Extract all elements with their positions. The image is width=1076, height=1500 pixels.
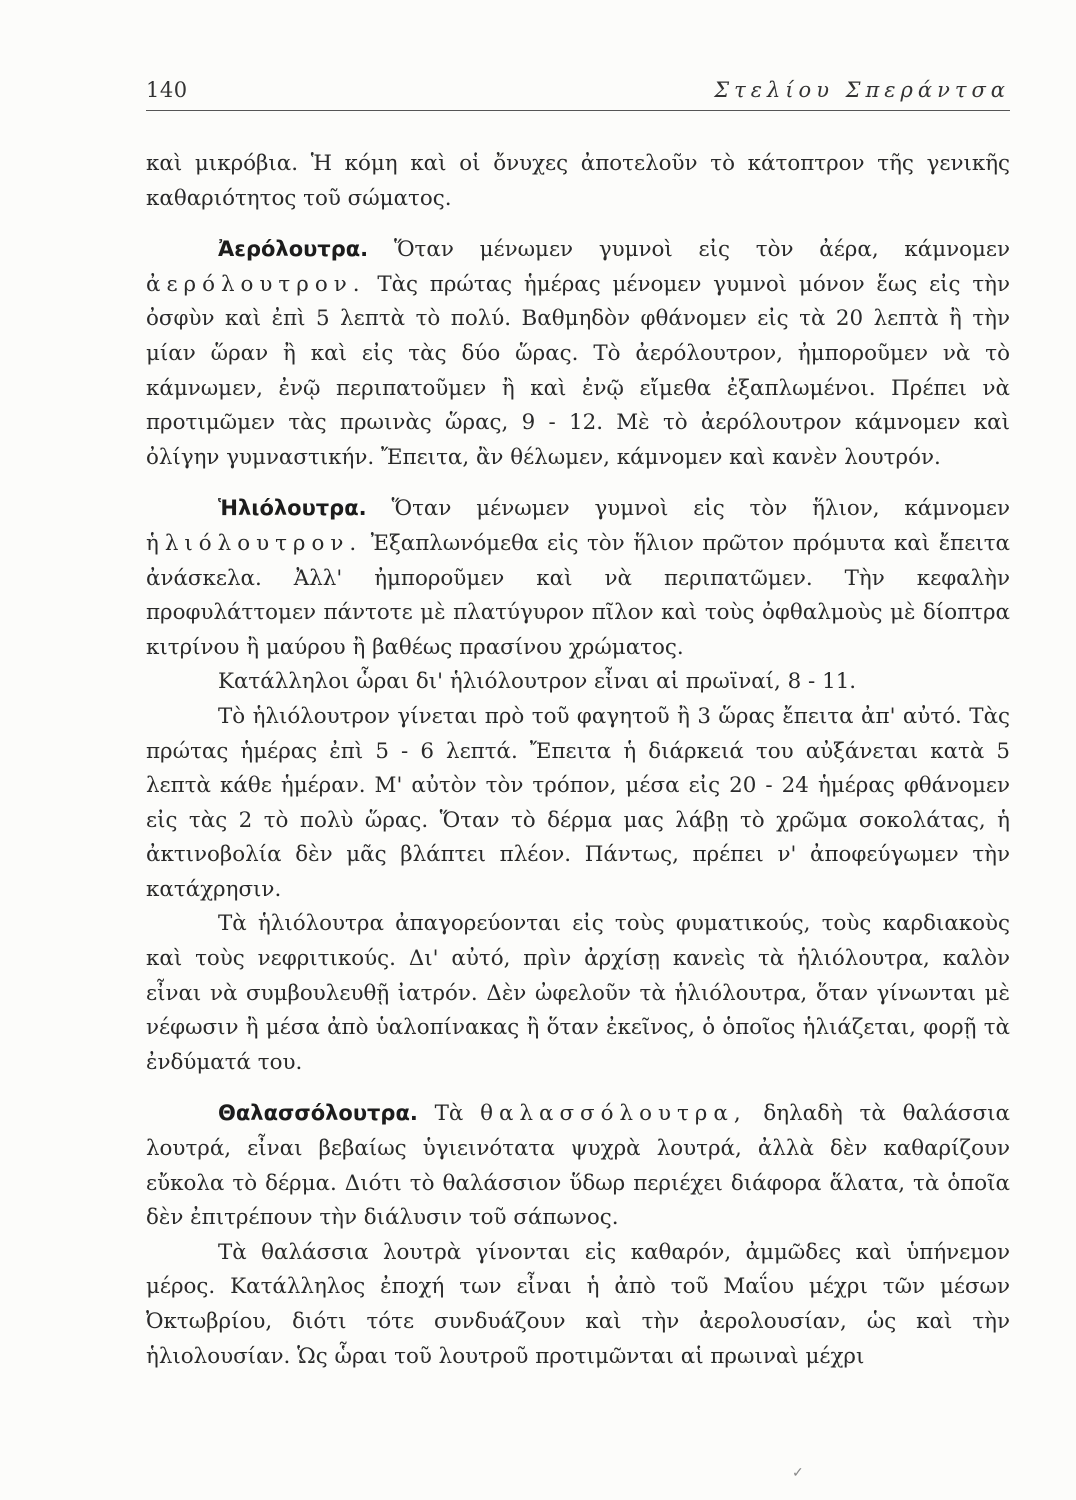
section-heading-sea-baths: Θαλασσόλουτρα. bbox=[218, 1101, 418, 1126]
paragraph-air-baths: Ἀερόλουτρα. Ὅταν μένωμεν γυμνοὶ εἰς τὸν ἀέρα, κάμνομεν ἀερόλουτρον. Τὰς πρώτας ἡμέρας μένομεν γυμνοὶ μόνον ἕως εἰς τὴν ὀσφὺν καὶ ἐπὶ 5 λεπτὰ τὸ πολύ. Βαθμηδὸν φθάνομεν εἰς τὰ 20 λεπτὰ ἢ τὴν μίαν ὥραν ἢ καὶ εἰς τὰς δύο ὥρας. Τὸ ἀερόλουτρον, ἠμποροῦμεν νὰ τὸ κάμνωμεν, ἐνῷ περιπατοῦμεν ἢ καὶ ἐνῷ εἴμεθα ἐξαπλωμένοι. Πρέπει νὰ προτιμῶμεν τὰς πρωινὰς ὥρας, 9 - 12. Μὲ τὸ ἀερόλουτρον κάμνομεν καὶ ὀλίγην γυμναστικήν. Ἔπειτα, ἂν θέλωμεν, κάμνομεν καὶ κανὲν λουτρόν. bbox=[146, 237, 1010, 470]
header-rule bbox=[146, 110, 1010, 111]
page-number: 140 bbox=[146, 78, 188, 102]
paragraph-sea-baths: Θαλασσόλουτρα. Τὰ θαλασσόλουτρα, δηλαδὴ τὰ θαλάσσια λουτρά, εἶναι βεβαίως ὑγιεινότατα ψυχρὰ λουτρά, ἀλλὰ δὲν καθαρίζουν εὔκολα τὸ δέρμα. Διότι τὸ θαλάσσιον ὕδωρ περιέχει διάφορα ἅλατα, τὰ ὁποῖα δὲν ἐπιτρέπουν τὴν διάλυσιν τοῦ σάπωνος. bbox=[146, 1101, 1010, 1231]
term-sun-bath: ἡλιόλουτρον. bbox=[146, 530, 363, 556]
running-head: Στελίου Σπεράντσα bbox=[714, 78, 1010, 102]
paragraph-sun-hours: Κατάλληλοι ὧραι δι' ἡλιόλουτρον εἶναι αἱ πρωϊναί, 8 - 11. bbox=[218, 669, 857, 695]
paragraph-sea-season: Τὰ θαλάσσια λουτρὰ γίνονται εἰς καθαρόν, ἀμμῶδες καὶ ὑπήνεμον μέρος. Κατάλληλος ἐποχή των εἶναι ἡ ἀπὸ τοῦ Μαΐου μέχρι τῶν μέσων Ὀκτωβρίου, διότι τότε συνδυάζουν καὶ τὴν ἀερολουσίαν, ὡς καὶ τὴν ἡλιολουσίαν. Ὡς ὧραι τοῦ λουτροῦ προτιμῶνται αἱ πρωιναὶ μέχρι bbox=[146, 1239, 1010, 1369]
section-heading-air-baths: Ἀερόλουτρα. bbox=[218, 237, 369, 262]
term-air-bath: ἀερόλουτρον. bbox=[146, 271, 366, 297]
paragraph-continuation: καὶ μικρόβια. Ἡ κόμη καὶ οἱ ὄνυχες ἀποτελοῦν τὸ κάτοπτρον τῆς γενικῆς καθαριότητος τοῦ σώματος. bbox=[146, 151, 1010, 211]
page-header bbox=[146, 78, 1010, 106]
book-page bbox=[146, 78, 1010, 1374]
paragraph-sun-baths: Ἡλιόλουτρα. Ὅταν μένωμεν γυμνοὶ εἰς τὸν ἥλιον, κάμνομεν ἡλιόλουτρον. Ἐξαπλωνόμεθα εἰς τὸν ἥλιον πρῶτον πρόμυτα καὶ ἔπειτα ἀνάσκελα. Ἀλλ' ἠμποροῦμεν καὶ νὰ περιπατῶμεν. Τὴν κεφαλὴν προφυλάττομεν πάντοτε μὲ πλατύγυρον πῖλον καὶ τοὺς ὀφθαλμοὺς μὲ δίοπτρα κιτρίνου ἢ μαύρου ἢ βαθέως πρασίνου χρώματος. bbox=[146, 496, 1010, 660]
section-heading-sun-baths: Ἡλιόλουτρα. bbox=[218, 496, 367, 521]
paragraph-sun-warnings: Τὰ ἡλιόλουτρα ἀπαγορεύονται εἰς τοὺς φυματικούς, τοὺς καρδιακοὺς καὶ τοὺς νεφριτικούς. Δι' αὐτό, πρὶν ἀρχίσῃ κανεὶς τὰ ἡλιόλουτρα, καλὸν εἶναι νὰ συμβουλευθῇ ἰατρόν. Δὲν ὠφελοῦν τὰ ἡλιόλουτρα, ὅταν γίνωνται μὲ νέφωσιν ἢ μέσα ἀπὸ ὑαλοπίνακας ἢ ὅταν ἐκεῖνος, ὁ ὁποῖος ἡλιάζεται, φορῇ τὰ ἐνδύματά του. bbox=[146, 911, 1010, 1075]
term-sea-bath: θαλασσόλουτρα, bbox=[480, 1101, 747, 1127]
paragraph-sun-duration: Τὸ ἡλιόλουτρον γίνεται πρὸ τοῦ φαγητοῦ ἢ 3 ὥρας ἔπειτα ἀπ' αὐτό. Τὰς πρώτας ἡμέρας ἐπὶ 5 - 6 λεπτά. Ἔπειτα ἡ διάρκειά του αὐξάνεται κατὰ 5 λεπτὰ κάθε ἡμέραν. Μ' αὐτὸν τὸν τρόπον, μέσα εἰς 20 - 24 ἡμέρας φθάνομεν εἰς τὰς 2 τὸ πολὺ ὥρας. Ὅταν τὸ δέρμα μας λάβῃ τὸ χρῶμα σοκολάτας, ἡ ἀκτινοβολία δὲν μᾶς βλάπτει πλέον. Πάντως, πρέπει ν' ἀποφεύγωμεν τὴν κατάχρησιν. bbox=[146, 703, 1010, 902]
stray-pen-mark: ✓ bbox=[792, 1465, 804, 1481]
